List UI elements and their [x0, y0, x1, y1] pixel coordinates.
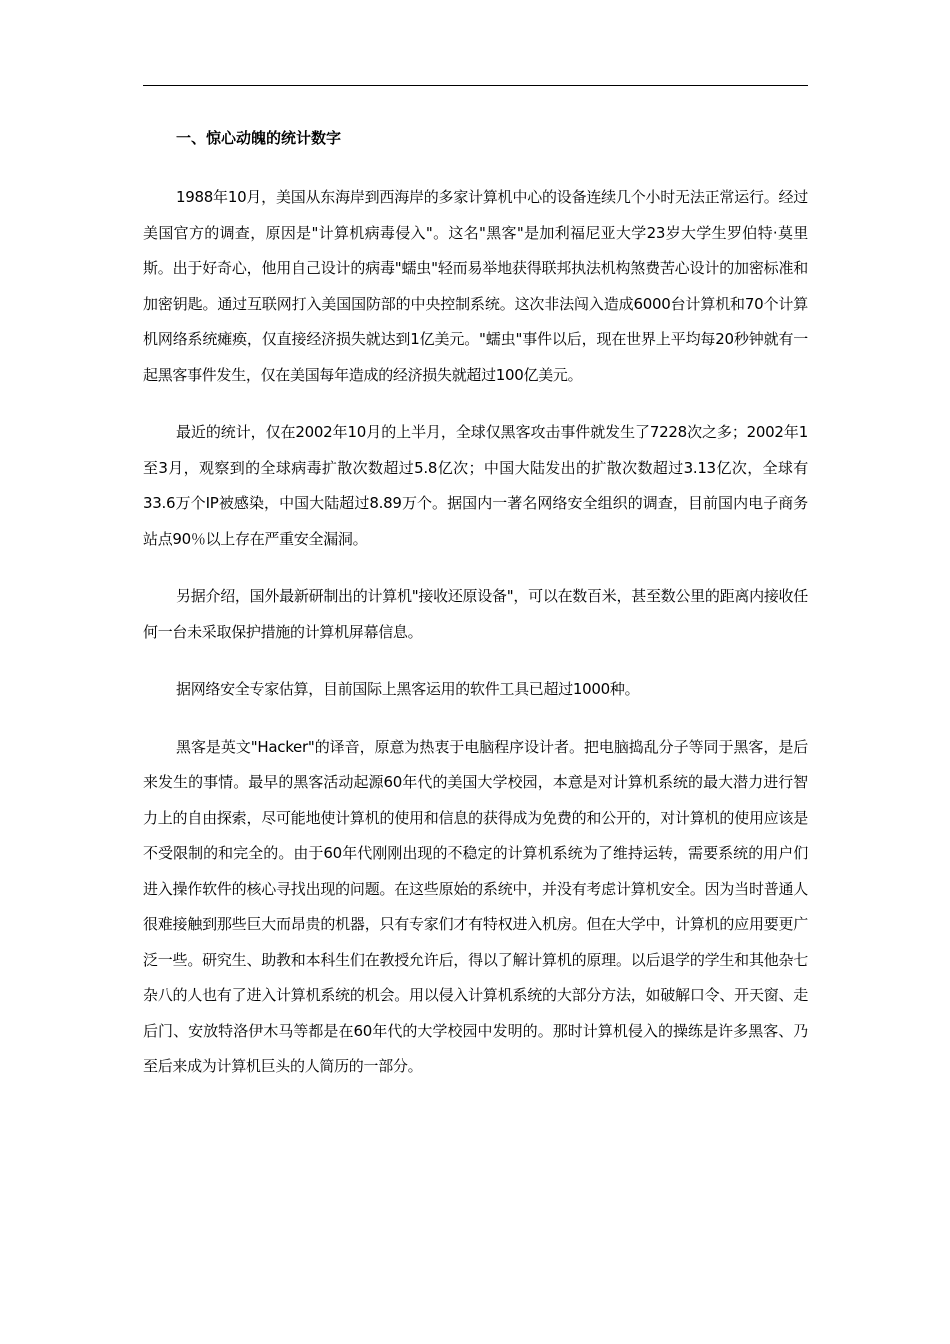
paragraph-recent-statistics: 最近的统计，仅在2002年10月的上半月，全球仅黑客攻击事件就发生了7228次之多；2002年1至3月，观察到的全球病毒扩散次数超过5.8亿次；中国大陆发出的扩散次数超过3.13亿次，全球有33.6万个IP被感染，中国大陆超过8.89万个。据国内一著名网络安全组织的调查，目前国内电子商务站点90％以上存在严重安全漏洞。 — [143, 423, 808, 548]
document-body — [143, 120, 808, 1107]
paragraph-hacker-origin: 黑客是英文"Hacker"的译音，原意为热衷于电脑程序设计者。把电脑捣乱分子等同于黑客，是后来发生的事情。最早的黑客活动起源60年代的美国大学校园，本意是对计算机系统的最大潜力进行智力上的自由探索，尽可能地使计算机的使用和信息的获得成为免费的和公开的，对计算机的使用应该是不受限制的和完全的。由于60年代刚刚出现的不稳定的计算机系统为了维持运转，需要系统的用户们进入操作软件的核心寻找出现的问题。在这些原始的系统中，并没有考虑计算机安全。因为当时普通人很难接触到那些巨大而昂贵的机器，只有专家们才有特权进入机房。但在大学中，计算机的应用要更广泛一些。研究生、助教和本科生们在教授允许后，得以了解计算机的原理。以后退学的学生和其他杂七杂八的人也有了进入计算机系统的机会。用以侵入计算机系统的大部分方法，如破解口令、开天窗、走后门、安放特洛伊木马等都是在60年代的大学校园中发明的。那时计算机侵入的操练是许多黑客、乃至后来成为计算机巨头的人简历的一部分。 — [143, 737, 808, 1075]
section-heading: 一、惊心动魄的统计数字 — [176, 129, 342, 147]
paragraph-receiving-device: 另据介绍，国外最新研制出的计算机"接收还原设备"，可以在数百米，甚至数公里的距离内接收任何一台未采取保护措施的计算机屏幕信息。 — [143, 587, 808, 641]
header-rule — [143, 85, 808, 86]
paragraph-morris-worm: 1988年10月，美国从东海岸到西海岸的多家计算机中心的设备连续几个小时无法正常运行。经过美国官方的调查，原因是"计算机病毒侵入"。这名"黑客"是加利福尼亚大学23岁大学生罗伯特·莫里斯。出于好奇心，他用自己设计的病毒"蠕虫"轻而易举地获得联邦执法机构煞费苦心设计的加密标准和加密钥匙。通过互联网打入美国国防部的中央控制系统。这次非法闯入造成6000台计算机和70个计算机网络系统瘫痪，仅直接经济损失就达到1亿美元。"蠕虫"事件以后，现在世界上平均每20秒钟就有一起黑客事件发生，仅在美国每年造成的经济损失就超过100亿美元。 — [143, 188, 808, 384]
paragraph-tool-count: 据网络安全专家估算，目前国际上黑客运用的软件工具已超过1000种。 — [176, 680, 640, 698]
